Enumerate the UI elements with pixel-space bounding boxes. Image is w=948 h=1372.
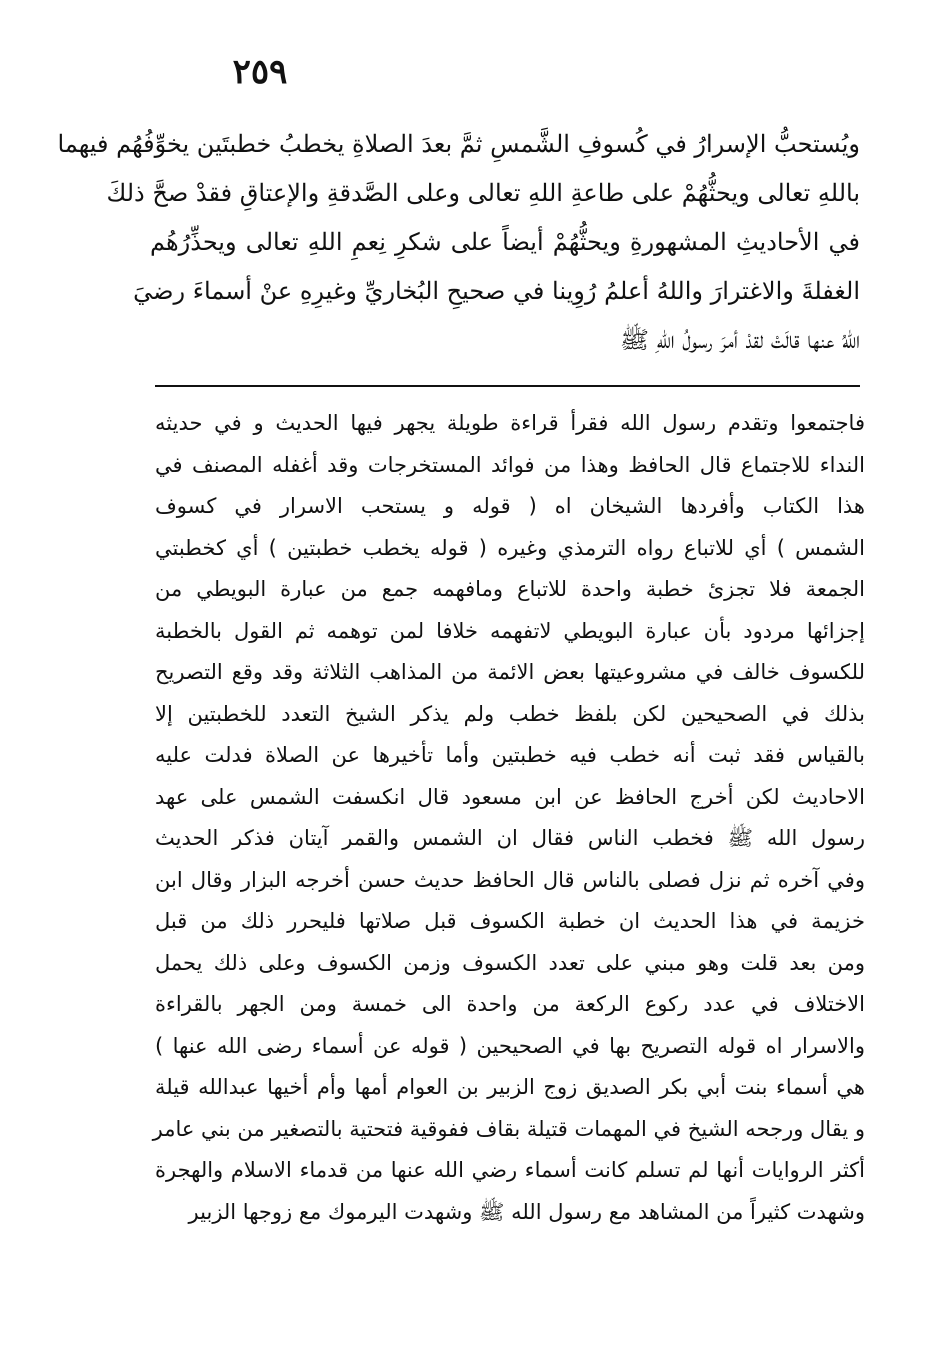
commentary-line: والاسرار اه قوله التصريح بها في الصحيحين ( قوله عن أسماء رضى الله عنها ) bbox=[155, 1033, 865, 1058]
commentary-line: و يقال ورجحه الشيخ في المهمات قتيلة بقاف ففوقية فتحتية بالتصغير من بني عامر bbox=[152, 1116, 865, 1141]
main-text-line: اللهُ عنها قالَتْ لقدْ أمرَ رسولُ اللهِ ﷺ bbox=[620, 326, 860, 354]
commentary-block bbox=[152, 403, 865, 1233]
commentary-line: فاجتمعوا وتقدم رسول الله فقرأ قراءة طويلة يجهر فيها الحديث و في حديثه bbox=[155, 411, 865, 435]
commentary-line: للكسوف خالف في مشروعيتها بعض الائمة من المذاهب الثلاثة وقد وقع التصريح bbox=[155, 660, 865, 684]
commentary-line: الشمس ) أي للاتباع رواه الترمذي وغيره ( قوله يخطب خطبتين ) أي كخطبتي bbox=[155, 535, 865, 560]
section-divider bbox=[155, 385, 860, 387]
commentary-line: خزيمة في هذا الحديث ان خطبة الكسوف قبل صلاتها فليحرر ذلك من قبل bbox=[155, 909, 865, 933]
main-text-line: الغفلةَ والاغترارَ واللهُ أعلمُ رُوِينا في صحيحِ البُخاريِّ وغيرِهِ عنْ أسماءَ رضيَ bbox=[133, 277, 860, 305]
commentary-line: وشهدت كثيراً من المشاهد مع رسول الله ﷺ وشهدت اليرموك مع زوجها الزبير bbox=[188, 1199, 865, 1224]
commentary-line: ومن بعد قلت وهو مبني على تعدد الكسوف وزمن الكسوف وعلى ذلك يحمل bbox=[155, 950, 865, 975]
commentary-line: الاختلاف في عدد ركوع الركعة من واحدة الى خمسة ومن الجهر بالقراءة bbox=[155, 992, 865, 1016]
commentary-line: الاحاديث لكن أخرج الحافظ عن ابن مسعود قال انكسفت الشمس على عهد bbox=[155, 784, 865, 809]
commentary-line: بذلك في الصحيحين لكن بلفظ خطب ولم يذكر الشيخ التعدد للخطبتين إلا bbox=[155, 701, 865, 726]
commentary-line: أكثر الروايات أنها لم تسلم كانت أسماء رضي الله عنها من قدماء الاسلام والهجرة bbox=[155, 1158, 865, 1182]
main-text-line: ويُستحبُّ الإسرارُ في كُسوفِ الشَّمسِ ثمَّ بعدَ الصلاةِ يخطبُ خطبتَين يخوِّفُهُم فيهما bbox=[57, 130, 860, 158]
main-text-block bbox=[57, 120, 860, 365]
commentary-line: هي أسماء بنت أبي بكر الصديق زوج الزبير بن العوام أمها وأم أخيها عبدالله قيلة bbox=[155, 1075, 865, 1099]
commentary-line: وفي آخره ثم نزل فصلى بالناس قال الحافظ حديث حسن أخرجه البزار وقال ابن bbox=[155, 867, 865, 892]
commentary-line: الجمعة فلا تجزئ خطبة واحدة للاتباع ومافهمه جمع من عبارة البويطي من bbox=[155, 577, 865, 601]
main-text-line: باللهِ تعالى ويحثُّهُمْ على طاعةِ اللهِ تعالى وعلى الصَّدقةِ والإعتاقِ فقدْ صحَّ ذلكَ bbox=[106, 179, 860, 207]
commentary-line: النداء للاجتماع قال الحافظ وهذا من فوائد المستخرجات وقد أغفله المصنف في bbox=[155, 452, 865, 477]
page-number: ٢٥٩ bbox=[232, 52, 288, 92]
commentary-line: بالقياس فقد ثبت أنه خطب فيه خطبتين وأما تأخيرها عن الصلاة فدلت عليه bbox=[155, 743, 865, 767]
commentary-line: إجزائها مردود بأن عبارة البويطي لاتفهمه خلافا لمن توهمه ثم القول بالخطبة bbox=[155, 618, 865, 643]
main-text-line: في الأحاديثِ المشهورةِ ويحثُّهُمْ أيضاً على شكرِ نِعمِ اللهِ تعالى ويحذِّرُهُم bbox=[150, 228, 860, 256]
commentary-line: هذا الكتاب وأفردها الشيخان اه ( قوله و يستحب الاسرار في كسوف bbox=[155, 494, 865, 518]
commentary-line: رسول الله ﷺ فخطب الناس فقال ان الشمس والقمر آيتان فذكر الحديث bbox=[155, 826, 865, 850]
